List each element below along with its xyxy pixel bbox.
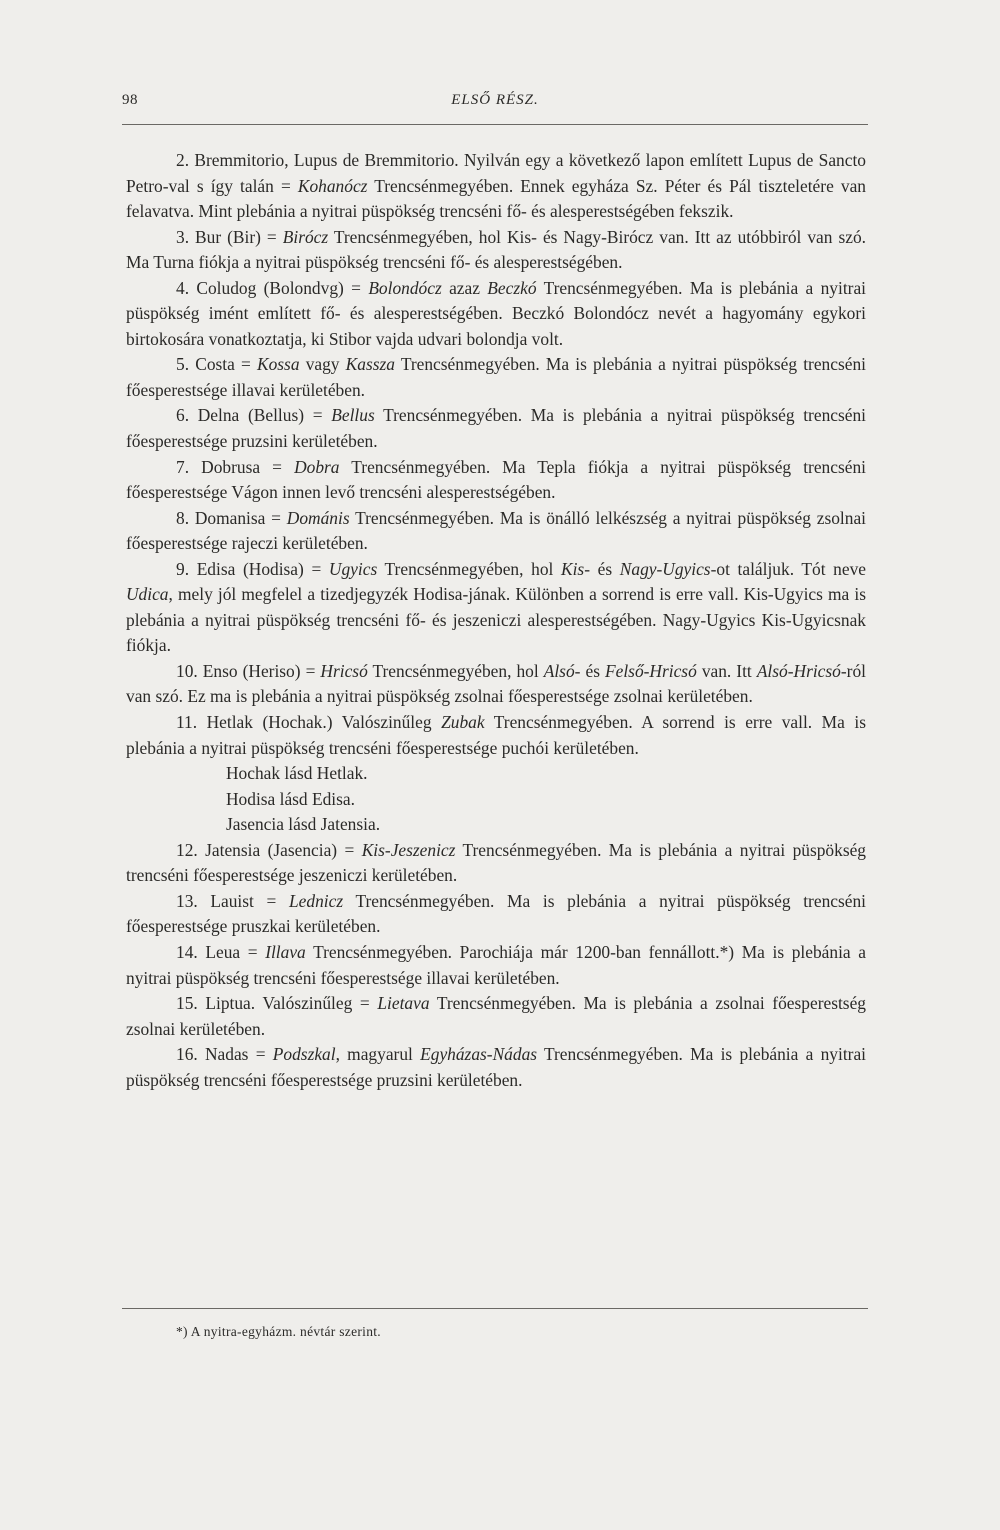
italic-place-name: Bellus [331,405,375,426]
text-run: Trencsénmegyében. Ennek egyháza Sz. Péter és Pál tiszteletére van felavatva. Mint plebánia a nyitrai püspökség trencséni fő- és alesperestségében fekszik. [126,175,866,222]
text-run: 3. Bur (Bir) = [176,226,283,247]
text-run: Trencsénmegyében, hol [367,660,544,681]
entry-paragraph [126,403,866,454]
footnote-rule [122,1308,868,1309]
italic-place-name: Birócz [282,226,329,247]
italic-place-name: Kossa [256,354,300,375]
italic-place-name: Ugyics [328,558,378,579]
text-run: 12. Jatensia (Jasencia) = [176,839,362,860]
entry-paragraph [126,148,866,225]
entry-paragraph [126,940,866,991]
entry-paragraph [126,352,866,403]
italic-place-name: Kis-Jeszenicz [361,839,456,860]
body-text [126,148,866,1093]
cross-reference [126,812,866,838]
text-run: 15. Liptua. Valószinűleg = [176,993,378,1014]
text-run: 14. Leua = [176,941,266,962]
entry-paragraph [126,506,866,557]
text-run: 5. Costa = [176,354,257,375]
italic-place-name: Egyházas-Nádas [420,1044,538,1065]
text-run: Trencsénmegyében. Parochiája már 1200-ban fennállott.*) Ma is plebánia a nyitrai püspökség trencséni főesperestsége illavai kerületében. [126,941,866,988]
cross-reference [126,787,866,813]
text-run: vagy [299,354,346,375]
text-run: -ot találjuk. Tót neve [710,558,866,579]
text-run: van. Itt [696,660,757,681]
footnote: *) A nyitra-egyházm. névtár szerint. [176,1324,381,1339]
text-run: azaz [441,277,488,298]
italic-place-name: Lednicz [289,890,344,911]
text-run: 8. Domanisa = [176,507,287,528]
text-run: 11. Hetlak (Hochak.) Valószinűleg [176,712,442,733]
text-run: és [590,558,620,579]
text-run: Trencsénmegyében. Ma is plebánia a nyitrai püspökség trencséni főesperestsége pruzsini kerületében. [126,405,866,452]
text-run: Hochak lásd Hetlak. [226,763,368,784]
italic-place-name: Kohanócz [297,175,368,196]
text-run: Trencsénmegyében. Ma is plebánia a nyitrai püspökség trencséni főesperestsége pruszkai kerületében. [126,890,866,937]
italic-place-name: Podszkal [272,1044,336,1065]
text-run: , magyarul [335,1044,421,1065]
text-run: 13. Lauist = [176,890,289,911]
italic-place-name: Alsó-Hricsó [756,660,841,681]
entry-paragraph [126,991,866,1042]
italic-place-name: Beczkó [487,277,537,298]
text-run: 9. Edisa (Hodisa) = [176,558,329,579]
running-head: ELSŐ RÉSZ. [451,92,539,108]
italic-place-name: Kassza [345,354,395,375]
italic-place-name: Udica [126,584,169,605]
italic-place-name: Nagy-Ugyics [619,558,711,579]
italic-place-name: Zubak [441,712,485,733]
text-run: Trencsénmegyében. Ma Tepla fiókja a nyitrai püspökség trencséni főesperestsége Vágon innen levő trencséni alesperestségében. [126,456,866,503]
text-run: -ról van szó. Ez ma is plebánia a nyitrai püspökség zsolnai főesperestsége zsolnai kerületében. [126,660,866,707]
italic-place-name: Alsó- [543,660,581,681]
header-rule [122,124,868,125]
text-run: Trencsénmegyében, hol Kis- és Nagy-Birócz van. Itt az utóbbiról van szó. Ma Turna fiókja a nyitrai püspökség trencséni fő- és alesperestségében. [126,226,866,273]
text-run: 4. Coludog (Bolondvg) = [176,277,369,298]
text-run: 7. Dobrusa = [176,456,295,477]
text-run: Trencsénmegyében. Ma is plebánia a nyitrai püspökség trencséni főesperestsége jeszeniczi kerületében. [126,839,867,886]
italic-place-name: Kis- [561,558,590,579]
text-run: Trencsénmegyében. Ma is plebánia a zsolnai főesperestség zsolnai kerületében. [126,993,866,1039]
page-number: 98 [122,92,138,108]
italic-place-name: Felső-Hricsó [605,660,697,681]
text-run: 2. Bremmitorio, Lupus de Bremmitorio. Nyilván egy a következő lapon említett Lupus de Sancto Petro-val s így talán = [126,150,866,196]
italic-place-name: Dobra [294,456,340,477]
entry-paragraph [126,889,866,940]
italic-place-name: Dománis [286,507,350,528]
text-run: Trencsénmegyében. Ma is plebánia a nyitrai püspökség trencséni főesperestsége pruzsini kerületében. [126,1044,866,1090]
entry-paragraph [126,710,866,761]
text-run: Trencsénmegyében. Ma is plebánia a nyitrai püspökség trencséni főesperestsége illavai kerületében. [126,354,866,400]
text-run: , mely jól megfelel a tizedjegyzék Hodisa-jának. Különben a sorrend is erre vall. Kis-Ugyics ma is plebánia a nyitrai püspökség trencséni fő- és jeszeniczi alesperestségében. Nagy-Ugyics Kis-Ugyicsnak fiókja. [126,584,866,656]
entry-paragraph [126,225,866,276]
cross-reference [126,761,866,787]
entry-paragraph [126,838,866,889]
text-run: és [580,660,605,681]
text-run: 10. Enso (Heriso) = [176,660,321,681]
italic-place-name: Illava [265,941,306,962]
entry-paragraph [126,557,866,659]
text-run: Trencsénmegyében. Ma is önálló lelkészség a nyitrai püspökség zsolnai főesperestsége rajeczi kerületében. [126,507,866,554]
italic-place-name: Hricsó [320,660,368,681]
entry-paragraph [126,455,866,506]
text-run: Trencsénmegyében. Ma is plebánia a nyitrai püspökség imént említett fő- és alesperestségében. Beczkó Bolondócz nevét a hagyomány egykori birtokosára vonatkoztatja, ki Stibor vajda udvari bolondja volt. [126,277,866,349]
italic-place-name: Bolondócz [368,277,442,298]
text-run: Hodisa lásd Edisa. [226,788,355,809]
entry-paragraph [126,659,866,710]
text-run: Trencsénmegyében, hol [377,558,561,579]
text-run: Jasencia lásd Jatensia. [226,814,381,835]
text-run: Trencsénmegyében. A sorrend is erre vall. Ma is plebánia a nyitrai püspökség trencséni főesperestsége puchói kerületében. [126,712,866,758]
entry-paragraph [126,1042,866,1093]
entry-paragraph [126,276,866,353]
text-run: 6. Delna (Bellus) = [176,405,332,426]
page-header [122,92,868,114]
italic-place-name: Lietava [377,993,430,1014]
text-run: 16. Nadas = [176,1044,273,1065]
